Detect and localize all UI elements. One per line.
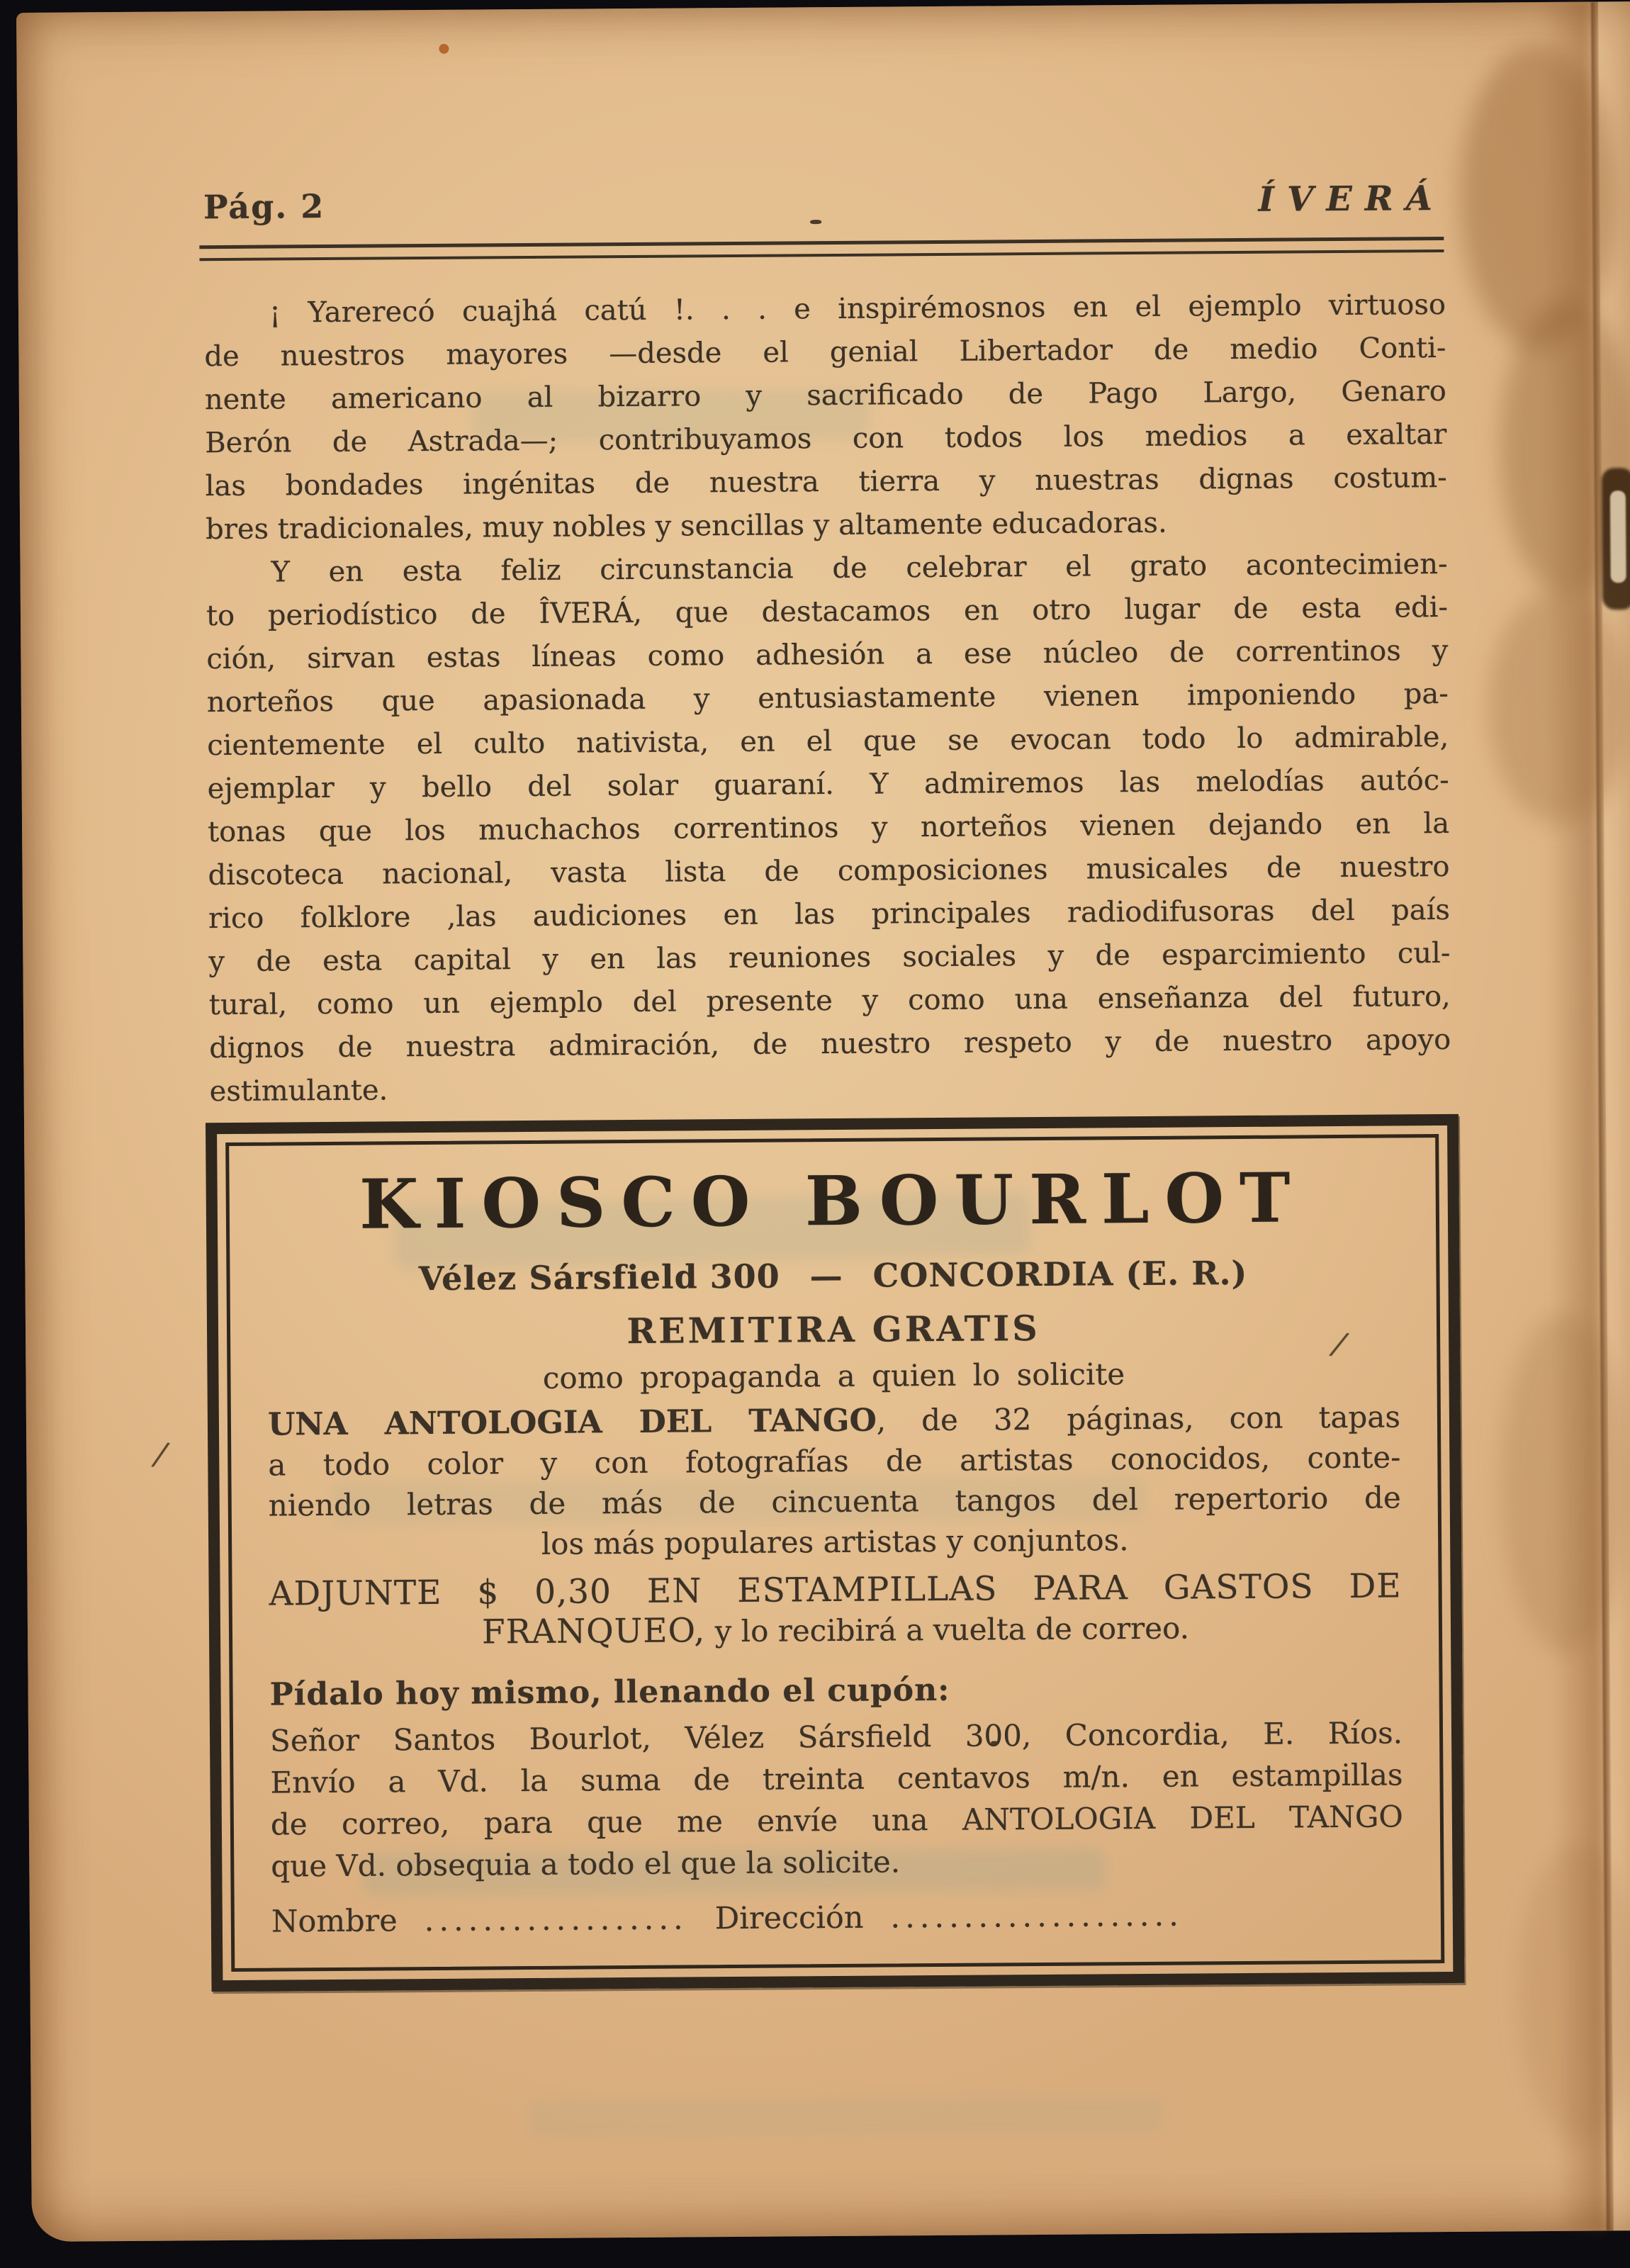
ad-text-segment: y lo recibirá a vuelta de correo. — [705, 1610, 1190, 1649]
body-line: de nuestros mayores —desde el genial Libertador de medio Conti- — [204, 331, 1446, 374]
coupon-form-line — [271, 1896, 1404, 1939]
header-double-rule — [199, 237, 1444, 261]
body-line: to periodístico de ÎVERÁ, que destacamos en otro lugar de esta edi- — [206, 590, 1449, 633]
address-dash: — — [809, 1256, 843, 1296]
paragraph — [204, 284, 1448, 551]
form-name-label: Nombre — [271, 1903, 398, 1940]
body-line: cientemente el culto nativista, en el que se evocan todo lo admirable, — [207, 720, 1449, 763]
coupon-line: Señor Santos Bourlot, Vélez Sársfield 300, Concordia, E. Ríos. — [269, 1715, 1403, 1758]
body-line: discoteca nacional, vasta lista de composiciones musicales de nuestro — [208, 850, 1450, 892]
masthead-title: ÍVERÁ — [1258, 178, 1446, 220]
form-address-field: .................... — [890, 1897, 1184, 1936]
ad-text-line: los más populares artistas y conjuntos. — [541, 1522, 1129, 1561]
body-line: nente americano al bizarro y sacrificado de Pago Largo, Genaro — [204, 374, 1446, 417]
body-line: ¡ Yarerecó cuajhá catú !. . . e inspirémosnos en el ejemplo virtuoso — [269, 288, 1446, 330]
ad-text-line: a todo color y con fotografías de artistas conocidos, conte- — [268, 1439, 1401, 1483]
coupon-line: de correo, para que me envíe una ANTOLOGIA DEL TANGO — [270, 1799, 1404, 1842]
form-address-label: Dirección — [714, 1899, 864, 1937]
body-line: ejemplar y bello del solar guaraní. Y admiremos las melodías autóc- — [207, 763, 1449, 806]
binding-tear-highlight — [1610, 490, 1626, 583]
kiosco-bourlot-advertisement — [206, 1114, 1465, 1992]
ad-coupon-text — [270, 1712, 1404, 1887]
body-line: tural, como un ejemplo del presente y como una enseñanza del futuro, — [208, 979, 1451, 1022]
showthrough-ghost — [527, 2096, 1165, 2139]
paper-sheet — [16, 1, 1630, 2242]
body-line: estimulante. — [209, 1074, 388, 1108]
ad-title: KIOSCO BOURLOT — [359, 1157, 1306, 1245]
body-line: ción, sirvan estas líneas como adhesión a ese núcleo de correntinos y — [206, 634, 1449, 676]
ad-franqueo-line — [269, 1605, 1402, 1655]
ad-adjunte-line: ADJUNTE $ 0,30 EN ESTAMPILLAS PARA GASTOS DE — [269, 1566, 1402, 1614]
body-line: rico folklore ,las audiciones en las principales radiodifusoras del país — [208, 893, 1451, 936]
body-line: dignos de nuestra admiración, de nuestro respeto y de nuestro apoyo — [209, 1023, 1451, 1065]
ad-propaganda-line: como propaganda a quien lo solicite — [542, 1357, 1125, 1396]
body-line: las bondades ingénitas de nuestra tierra y nuestras dignas costum- — [205, 461, 1447, 503]
editorial-text — [204, 284, 1451, 1113]
body-line: norteños que apasionada y entusiastamente vienen imponiendo pa- — [206, 677, 1449, 719]
water-stain — [1517, 1844, 1630, 2143]
body-line: Berón de Astrada—; contribuyamos con todos los medios a exaltar — [205, 417, 1447, 460]
paragraph — [206, 543, 1451, 1113]
advertisement-inner-frame — [225, 1134, 1444, 1972]
stray-pen-mark: / — [1330, 1325, 1349, 1364]
body-line: bres tradicionales, muy nobles y sencillas y altamente educadoras. — [205, 506, 1167, 546]
stray-pen-mark: / — [152, 1435, 169, 1473]
ad-street: Vélez Sársfield 300 — [418, 1257, 780, 1298]
ad-address-line — [266, 1252, 1399, 1298]
body-line: tonas que los muchachos correntinos y norteños vienen dejando en la — [207, 807, 1450, 849]
body-line: y de esta capital y en las reuniones sociales y de esparcimiento cul- — [208, 936, 1451, 979]
page-header — [203, 179, 1445, 227]
ad-franqueo-caps: FRANQUEO, — [481, 1611, 706, 1652]
form-name-field: .................. — [424, 1901, 688, 1939]
ad-antologia-bold: UNA ANTOLOGIA DEL TANGO — [267, 1402, 877, 1443]
ad-text-line: niendo letras de más de cincuenta tangos del repertorio de — [268, 1480, 1401, 1523]
ad-city: CONCORDIA (E. R.) — [872, 1253, 1248, 1295]
ad-pidalo-line: Pídalo hoy mismo, llenando el cupón: — [269, 1671, 950, 1713]
coupon-line: Envío a Vd. la suma de treinta centavos m/n. en estampillas — [270, 1757, 1403, 1800]
paper-spot — [439, 44, 449, 54]
body-line: Y en esta feliz circunstancia de celebrar el grato acontecimien- — [271, 547, 1448, 589]
ad-antologia-paragraph — [268, 1396, 1402, 1566]
coupon-line: que Vd. obsequia a todo el que la solicite. — [271, 1844, 901, 1884]
ad-text-segment: , de 32 páginas, con tapas — [876, 1399, 1401, 1438]
ad-remitira-gratis: REMITIRA GRATIS — [626, 1307, 1040, 1352]
page-number: Pág. 2 — [203, 187, 325, 227]
water-stain — [1488, 590, 1630, 824]
